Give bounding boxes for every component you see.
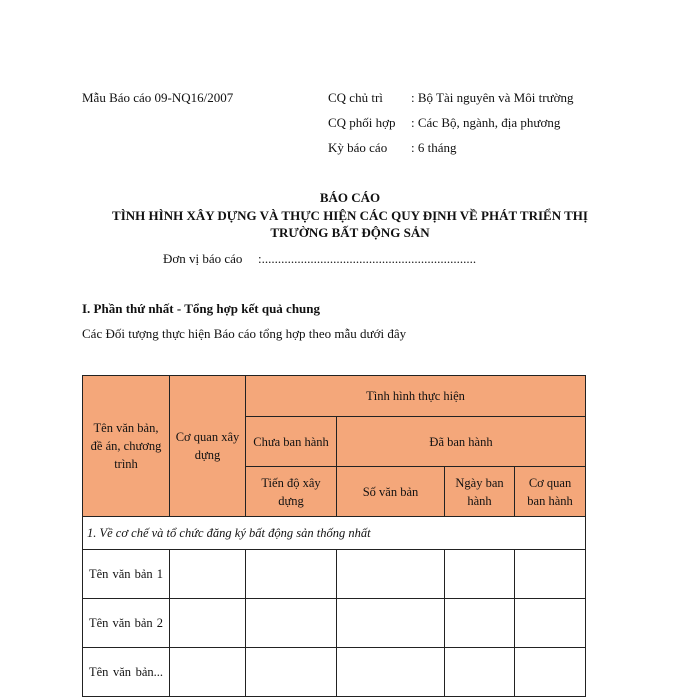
- cell-progress[interactable]: [246, 648, 337, 697]
- col-header-name: Tên văn bản, đề án, chương trình: [83, 376, 170, 517]
- lead-agency-label: CQ chủ trì: [328, 90, 383, 105]
- cell-issue-date[interactable]: [445, 599, 515, 648]
- form-code: Mẫu Báo cáo 09-NQ16/2007: [82, 90, 234, 105]
- section-heading: I. Phần thứ nhất - Tổng hợp kết quả chung: [82, 301, 321, 316]
- cell-doc-number[interactable]: [337, 648, 445, 697]
- report-table: [82, 375, 586, 697]
- table-row: [83, 648, 586, 697]
- row-name: Tên văn bản...: [83, 648, 170, 697]
- lead-agency-value: : Bộ Tài nguyên và Môi trường: [411, 90, 574, 105]
- row-name: Tên văn bản 1: [83, 550, 170, 599]
- coordinating-agency-label: CQ phối hợp: [328, 115, 396, 130]
- col-header-not-issued: Chưa ban hành: [246, 417, 337, 467]
- table-row: [83, 550, 586, 599]
- cell-issuing-agency[interactable]: [515, 550, 586, 599]
- report-subtitle-line2: TRƯỜNG BẤT ĐỘNG SẢN: [270, 225, 430, 240]
- col-header-issuing-agency: Cơ quan ban hành: [515, 467, 586, 517]
- coordinating-agency-value: : Các Bộ, ngành, địa phương: [411, 115, 561, 130]
- cell-agency[interactable]: [170, 648, 246, 697]
- col-header-issue-date: Ngày ban hành: [445, 467, 515, 517]
- group-row: 1. Về cơ chế và tổ chức đăng ký bất động sản thống nhất: [83, 517, 586, 550]
- row-name: Tên văn bản 2: [83, 599, 170, 648]
- cell-agency[interactable]: [170, 599, 246, 648]
- report-title: BÁO CÁO: [319, 190, 381, 205]
- reporting-unit-value: :..................................................................: [258, 251, 477, 266]
- col-header-doc-number: Số văn bản: [337, 467, 445, 517]
- report-subtitle-line1: TÌNH HÌNH XÂY DỰNG VÀ THỰC HIỆN CÁC QUY ĐỊNH VỀ PHÁT TRIỂN THỊ: [112, 208, 588, 223]
- col-header-status: Tình hình thực hiện: [246, 376, 586, 417]
- reporting-unit-label: Đơn vị báo cáo: [163, 251, 243, 266]
- col-header-progress: Tiến độ xây dựng: [246, 467, 337, 517]
- cell-issue-date[interactable]: [445, 648, 515, 697]
- cell-agency[interactable]: [170, 550, 246, 599]
- cell-issuing-agency[interactable]: [515, 648, 586, 697]
- section-intro: Các Đối tượng thực hiện Báo cáo tổng hợp theo mẫu dưới đây: [82, 326, 407, 341]
- table-row: [83, 599, 586, 648]
- cell-issuing-agency[interactable]: [515, 599, 586, 648]
- cell-doc-number[interactable]: [337, 599, 445, 648]
- cell-progress[interactable]: [246, 599, 337, 648]
- report-period-value: : 6 tháng: [411, 140, 457, 155]
- cell-doc-number[interactable]: [337, 550, 445, 599]
- report-period-label: Kỳ báo cáo: [328, 140, 388, 155]
- col-header-agency: Cơ quan xây dựng: [170, 376, 246, 517]
- cell-issue-date[interactable]: [445, 550, 515, 599]
- col-header-issued: Đã ban hành: [337, 417, 586, 467]
- cell-progress[interactable]: [246, 550, 337, 599]
